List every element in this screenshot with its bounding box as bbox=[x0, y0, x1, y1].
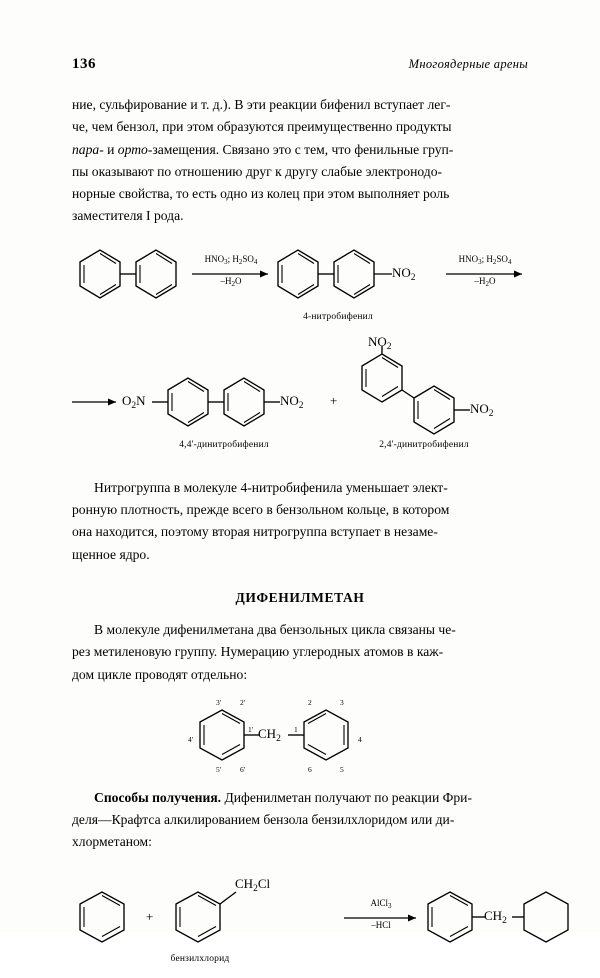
scheme-4-graphic bbox=[72, 862, 528, 972]
section-heading: ДИФЕНИЛМЕТАН bbox=[235, 589, 365, 605]
byproduct-label: –HCl bbox=[371, 919, 391, 930]
text-line bbox=[72, 140, 528, 159]
text-line: дом цикле проводят отдельно: bbox=[72, 666, 248, 682]
text-line: хлорметаном: bbox=[72, 834, 152, 850]
dinitrobiphenyl-4-4-structure bbox=[152, 378, 280, 426]
continuation-arrow bbox=[72, 398, 116, 405]
running-head: Многоядерные арены bbox=[408, 57, 528, 71]
atom-number: 1' bbox=[248, 724, 254, 734]
atom-number: 3 bbox=[340, 697, 344, 707]
text-line: Нитрогруппа в молекуле 4-нитробифенила уменьшает элект- bbox=[94, 479, 448, 495]
page-content bbox=[72, 56, 528, 978]
text-line: щенное ядро. bbox=[72, 546, 150, 562]
reaction-scheme-3 bbox=[72, 696, 528, 782]
text-line: ронную плотность, прежде всего в бензольном кольце, в котором bbox=[72, 502, 450, 518]
plus-sign: + bbox=[146, 908, 154, 924]
atom-number: 1 bbox=[294, 724, 298, 734]
reaction-scheme-1 bbox=[72, 238, 528, 334]
paragraph-4 bbox=[72, 788, 528, 852]
nitro-group-top-label: $NO_2$ bbox=[368, 333, 392, 352]
text-line: пы оказывают по отношению друг к другу слабые электронодо- bbox=[72, 163, 443, 179]
scheme-1-caption: 4-нитробифенил bbox=[303, 311, 373, 322]
atom-number: 6 bbox=[308, 764, 312, 774]
nitro-group-label: $NO_2$ bbox=[392, 264, 416, 283]
atom-number: 2 bbox=[308, 697, 312, 707]
atom-number: 2' bbox=[240, 697, 246, 707]
reagent-label-1 bbox=[192, 254, 270, 267]
atom-number: 6' bbox=[240, 764, 246, 774]
text-line: че, чем бензол, при этом образуются преимущественно продукты bbox=[72, 119, 452, 135]
reaction-scheme-2 bbox=[72, 333, 528, 472]
catalyst-label: AlCl$_3$ bbox=[370, 897, 392, 910]
reaction-scheme-4 bbox=[72, 862, 528, 972]
scheme-2-caption-right: 2,4'-динитробифенил bbox=[379, 439, 469, 450]
nitro-group-left-label: $O_2N$ bbox=[122, 392, 146, 411]
nitrobiphenyl-structure bbox=[278, 250, 392, 298]
atom-number: 4' bbox=[188, 734, 194, 744]
italic-term: орто- bbox=[117, 141, 153, 157]
paragraph-1 bbox=[72, 95, 528, 226]
reagent-label-2-lower bbox=[446, 276, 524, 289]
text-line: заместителя I рода. bbox=[72, 208, 184, 224]
page-header bbox=[72, 56, 528, 73]
reagent-above: $HNO_3$; $H_2SO_4$ bbox=[458, 253, 512, 266]
reagent-label-2 bbox=[446, 254, 524, 267]
biphenyl-structure bbox=[80, 250, 176, 298]
text-line bbox=[72, 788, 528, 807]
scheme-4-caption: бензилхлорид bbox=[170, 953, 230, 964]
text-line: рез метиленовую группу. Нумерацию углеродных атомов в каж- bbox=[72, 644, 444, 660]
lead-in-bold: Способы получения. bbox=[94, 789, 222, 805]
text-line: она находится, поэтому вторая нитрогруппа вступает в незаме- bbox=[72, 524, 438, 540]
text-line: В молекуле дифенилметана два бензольных цикла связаны че- bbox=[94, 621, 456, 637]
benzene-structure bbox=[80, 892, 124, 942]
reagent-label-1-lower bbox=[192, 276, 270, 289]
text-line: деля—Крафтса алкилированием бензола бензилхлоридом или ди- bbox=[72, 812, 455, 828]
atom-number: 3' bbox=[216, 697, 222, 707]
paragraph-3 bbox=[72, 620, 528, 684]
product-methylene-label: $CH_2$ bbox=[484, 907, 507, 926]
text-fragment: замещения. Связано это с тем, что фенильные груп- bbox=[152, 141, 454, 157]
atom-number: 5' bbox=[216, 764, 222, 774]
atom-number: 4 bbox=[358, 734, 362, 744]
benzyl-chloride-structure bbox=[176, 892, 236, 942]
plus-sign: + bbox=[330, 392, 338, 408]
text-line: ние, сульфирование и т. д.). В эти реакции бифенил вступает лег- bbox=[72, 97, 451, 112]
text-fragment: Дифенилметан получают по реакции Фри- bbox=[221, 789, 472, 805]
dinitrobiphenyl-2-4-structure bbox=[362, 346, 470, 434]
atom-number: 5 bbox=[340, 764, 344, 774]
scheme-3-graphic bbox=[72, 696, 528, 782]
reagent-above: $HNO_3$; $H_2SO_4$ bbox=[204, 253, 258, 266]
paragraph-2 bbox=[72, 478, 528, 564]
reagent-below: $-H_2O$ bbox=[474, 275, 496, 288]
methylene-bridge-label: $CH_2$ bbox=[258, 725, 281, 744]
chloromethyl-group-label: $CH_2Cl$ bbox=[235, 875, 271, 894]
text-line: норные свойства, то есть одно из колец при этом выполняет роль bbox=[72, 186, 450, 202]
page-number: 136 bbox=[72, 56, 96, 72]
italic-term: пара- bbox=[72, 141, 104, 157]
nitro-group-second-right-label: $NO_2$ bbox=[470, 400, 494, 419]
nitro-group-right-label: $NO_2$ bbox=[280, 392, 304, 411]
reagent-below: $-H_2O$ bbox=[220, 275, 242, 288]
text-fragment: и bbox=[103, 141, 118, 157]
scheme-2-caption-left: 4,4'-динитробифенил bbox=[179, 439, 269, 450]
